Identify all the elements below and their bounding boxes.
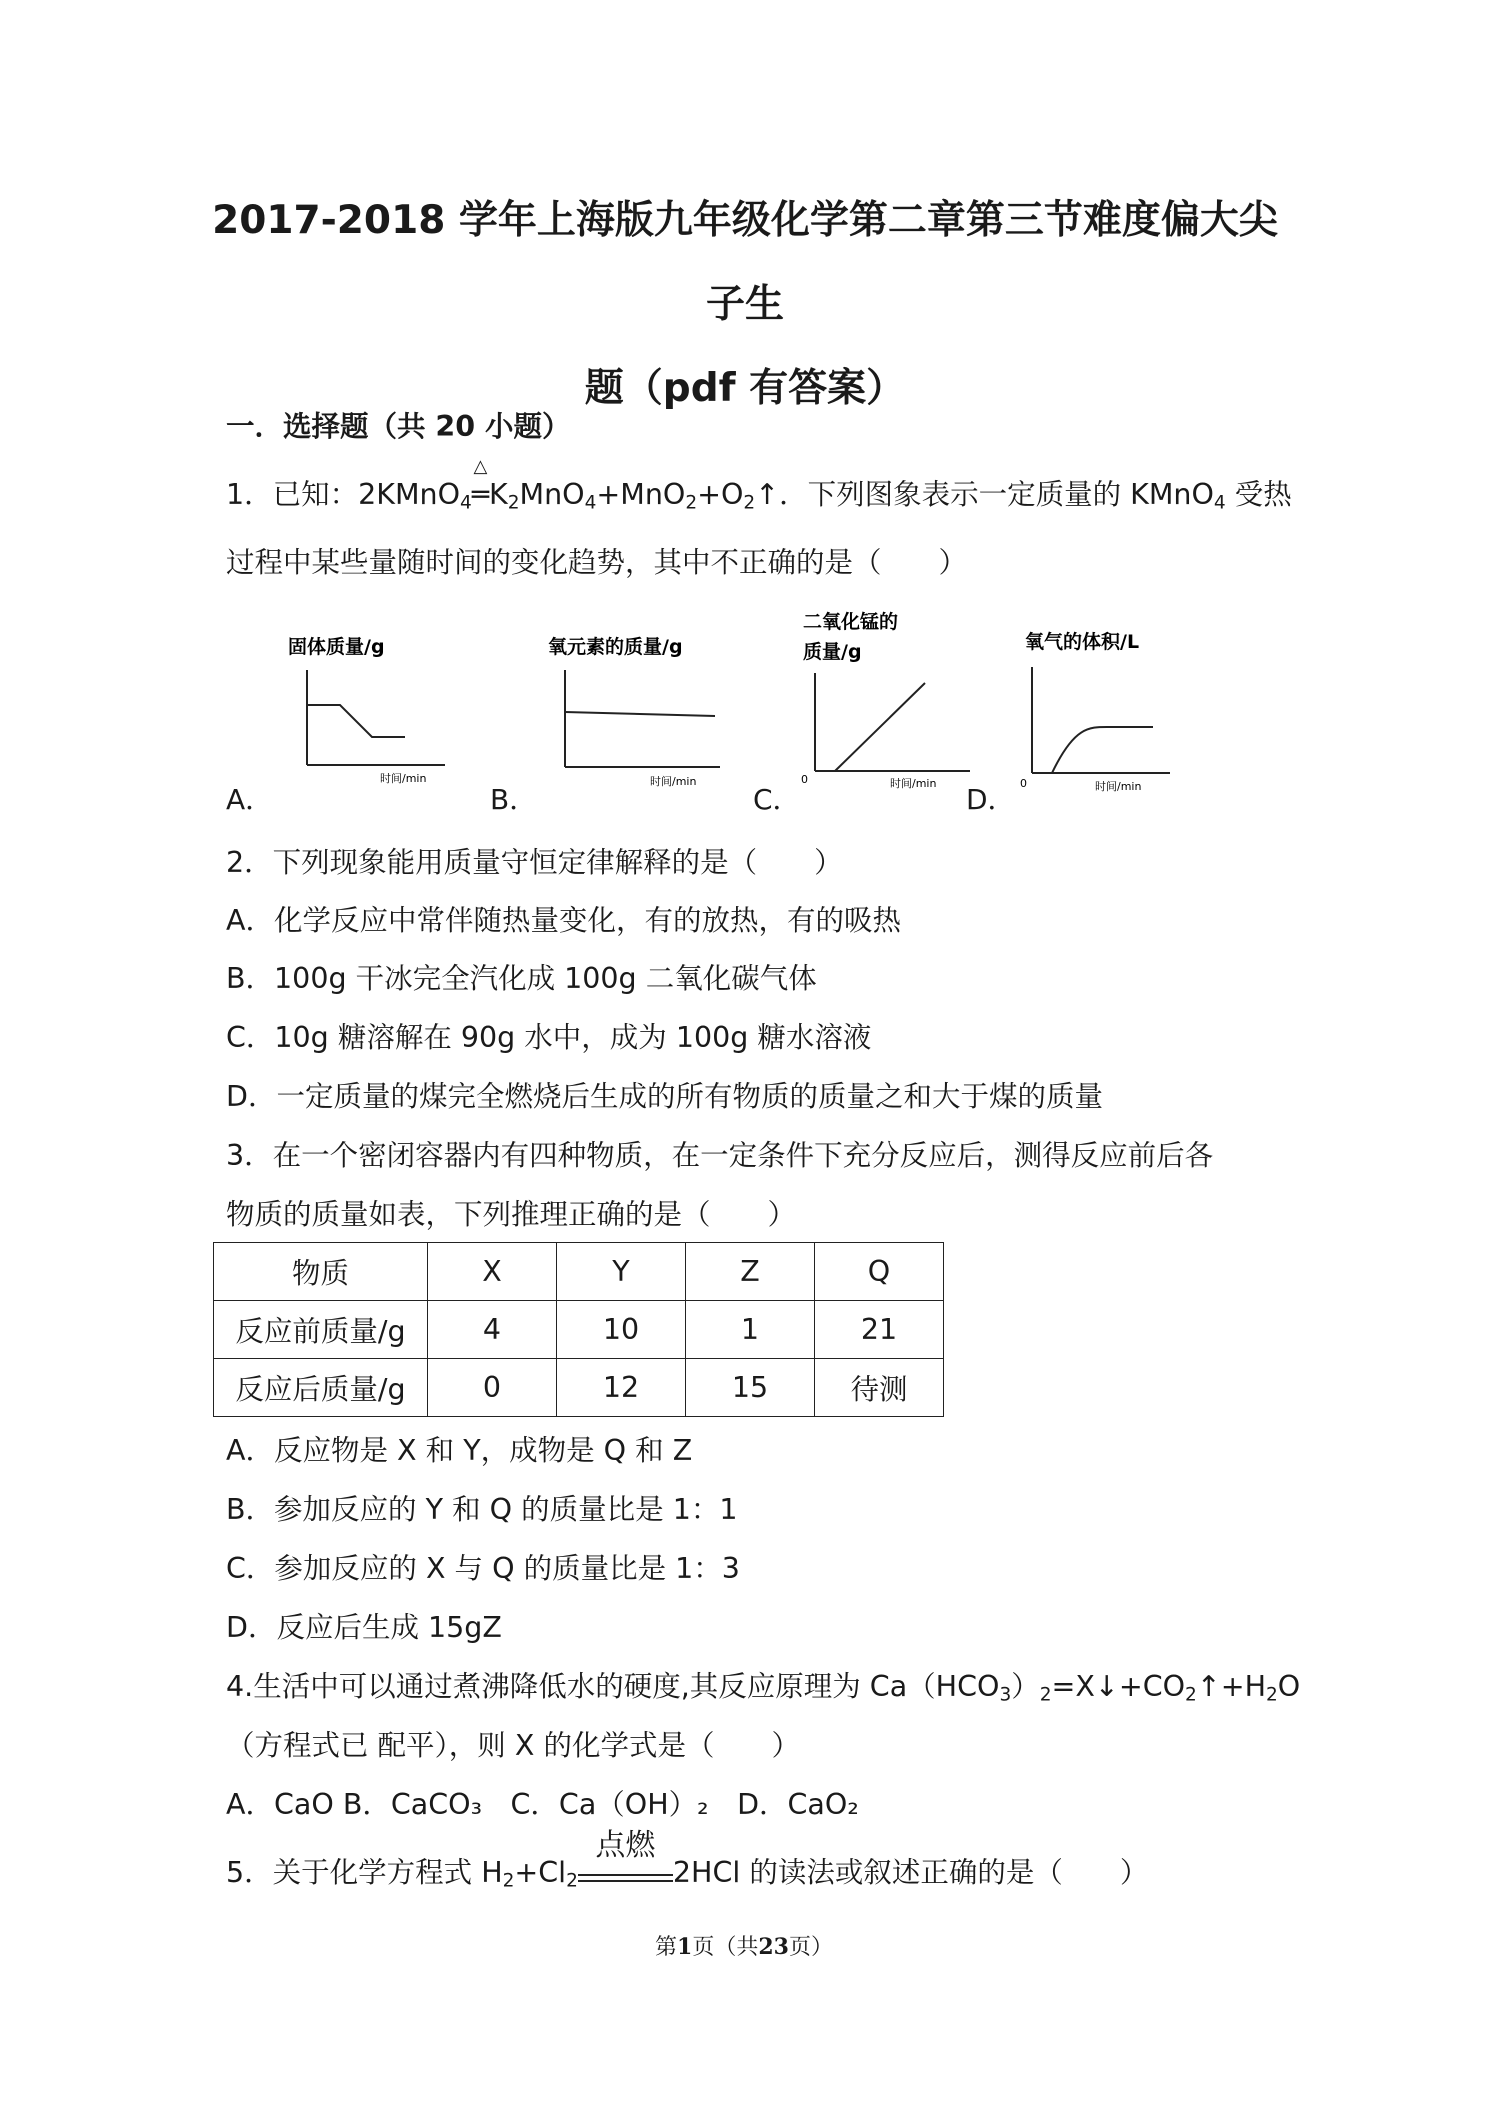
graph-d [1010,625,1185,797]
footer-middle: 页（共 [692,1935,759,1960]
q1-stem-line-1: 1．已知：2KMnO$_4$ △ $═K_2MnO_4+MnO_2+O_2↑$．下列图象表示一定质量的 KMnO$_4$ 受热 [226,456,1292,514]
table-cell: 4 [428,1301,557,1359]
table-cell: 反应前质量/g [214,1301,428,1359]
q4-prefix: 4.生活中可以通过煮沸降低水的硬度,其反应原理为 Ca（HCO [226,1670,1000,1703]
q2-option-b: B．100g 干冰完全汽化成 100g 二氧化碳气体 [226,962,817,995]
q4-stem-line-2: （方程式已 配平），则 X 的化学式是（ ） [226,1729,800,1762]
table-cell: 10 [557,1301,686,1359]
footer-after: 页） [788,1935,833,1960]
heat-triangle-icon: △ [473,456,488,477]
graph-c-origin: 0 [801,773,808,786]
table-cell: X [428,1243,557,1301]
graph-a-ylabel: 固体质量/g [288,636,385,658]
title-line-1: 2017-2018 学年上海版九年级化学第二章第三节难度偏大尖子生 [212,198,1278,327]
table-row [214,1359,944,1417]
graph-c-xlabel: 时间/min [890,777,937,790]
table-cell: 物质 [214,1243,428,1301]
q1-option-c: C． [753,783,801,816]
q3-option-d: D．反应后生成 15gZ [226,1611,502,1644]
graph-b-curve [565,712,715,716]
q1-stem-line-2: 过程中某些量随时间的变化趋势，其中不正确的是（ ） [226,546,968,579]
table-row [214,1301,944,1359]
section-heading: 一．选择题（共 20 小题） [226,410,571,443]
table-cell: 0 [428,1359,557,1417]
graph-b-xlabel: 时间/min [650,775,697,788]
graph-d-origin: 0 [1020,777,1027,790]
table-cell: Y [557,1243,686,1301]
table-cell: Q [815,1243,944,1301]
q5-stem: 5．关于化学方程式 $H_2+Cl_2$ 点燃 2HCl 的读法或叙述正确的是（ ） [226,1850,1148,1891]
q3-option-c: C．参加反应的 X 与 Q 的质量比是 1：3 [226,1552,740,1585]
graph-c-ylabel-line1: 二氧化锰的 [803,611,899,633]
footer-total-pages: 23 [758,1934,789,1960]
q3-mass-table [213,1242,944,1417]
ignition-condition [578,1828,673,1882]
q3-option-b: B．参加反应的 Y 和 Q 的质量比是 1：1 [226,1493,738,1526]
q5-prefix: 5．关于化学方程式 H [226,1856,503,1889]
graph-c-curve [835,683,925,771]
q1-option-a: A． [226,783,274,816]
table-header-row [214,1243,944,1301]
graph-b-ylabel: 氧元素的质量/g [548,636,683,658]
equals-bar [578,1874,673,1882]
ignition-label: 点燃 [595,1828,656,1863]
footer-page-number: 1 [677,1934,693,1960]
q1-option-d: D． [966,783,1016,816]
graph-d-xlabel: 时间/min [1095,780,1142,793]
heat-condition: △ ═ [471,456,489,511]
q5-suffix: 2HCl 的读法或叙述正确的是（ ） [672,1856,1149,1889]
q3-option-a: A．反应物是 X 和 Y，成物是 Q 和 Z [226,1434,693,1467]
table-cell: 待测 [815,1359,944,1417]
q2-option-a: A．化学反应中常伴随热量变化，有的放热，有的吸热 [226,904,901,937]
table-cell: 反应后质量/g [214,1359,428,1417]
graph-c [795,603,975,795]
table-cell: 21 [815,1301,944,1359]
graph-a-xlabel: 时间/min [380,772,427,785]
q2-option-c: C．10g 糖溶解在 90g 水中，成为 100g 糖水溶液 [226,1021,872,1054]
graph-a [280,630,450,795]
q1-prefix: 1．已知：2KMnO [226,478,461,511]
q1-option-b: B． [490,783,538,816]
table-cell: 15 [686,1359,815,1417]
table-cell: Z [686,1243,815,1301]
document-title [210,179,1280,431]
graph-a-curve [307,705,405,737]
q4-stem-line-1: 4.生活中可以通过煮沸降低水的硬度,其反应原理为 $Ca(HCO_3)_2=X↓+CO_2↑+H_2O$ [226,1670,1301,1706]
table-cell: 1 [686,1301,815,1359]
q4-options: A．CaO B．CaCO₃ C．Ca（OH）₂ D．CaO₂ [226,1788,859,1821]
graph-d-ylabel: 氧气的体积/L [1025,631,1140,653]
page-footer [0,1930,1488,1961]
q3-stem-line-1: 3．在一个密闭容器内有四种物质，在一定条件下充分反应后，测得反应前后各 [226,1139,1214,1172]
q2-stem: 2．下列现象能用质量守恒定律解释的是（ ） [226,846,843,879]
table-cell: 12 [557,1359,686,1417]
footer-before: 第 [655,1935,678,1960]
graph-d-curve [1052,727,1153,773]
graph-b [540,630,730,795]
graph-c-ylabel-line2: 质量/g [803,641,862,663]
title-line-2: 题（pdf 有答案） [584,366,906,411]
q3-stem-line-2: 物质的质量如表，下列推理正确的是（ ） [226,1198,797,1231]
q2-option-d: D．一定质量的煤完全燃烧后生成的所有物质的质量之和大于煤的质量 [226,1080,1103,1113]
